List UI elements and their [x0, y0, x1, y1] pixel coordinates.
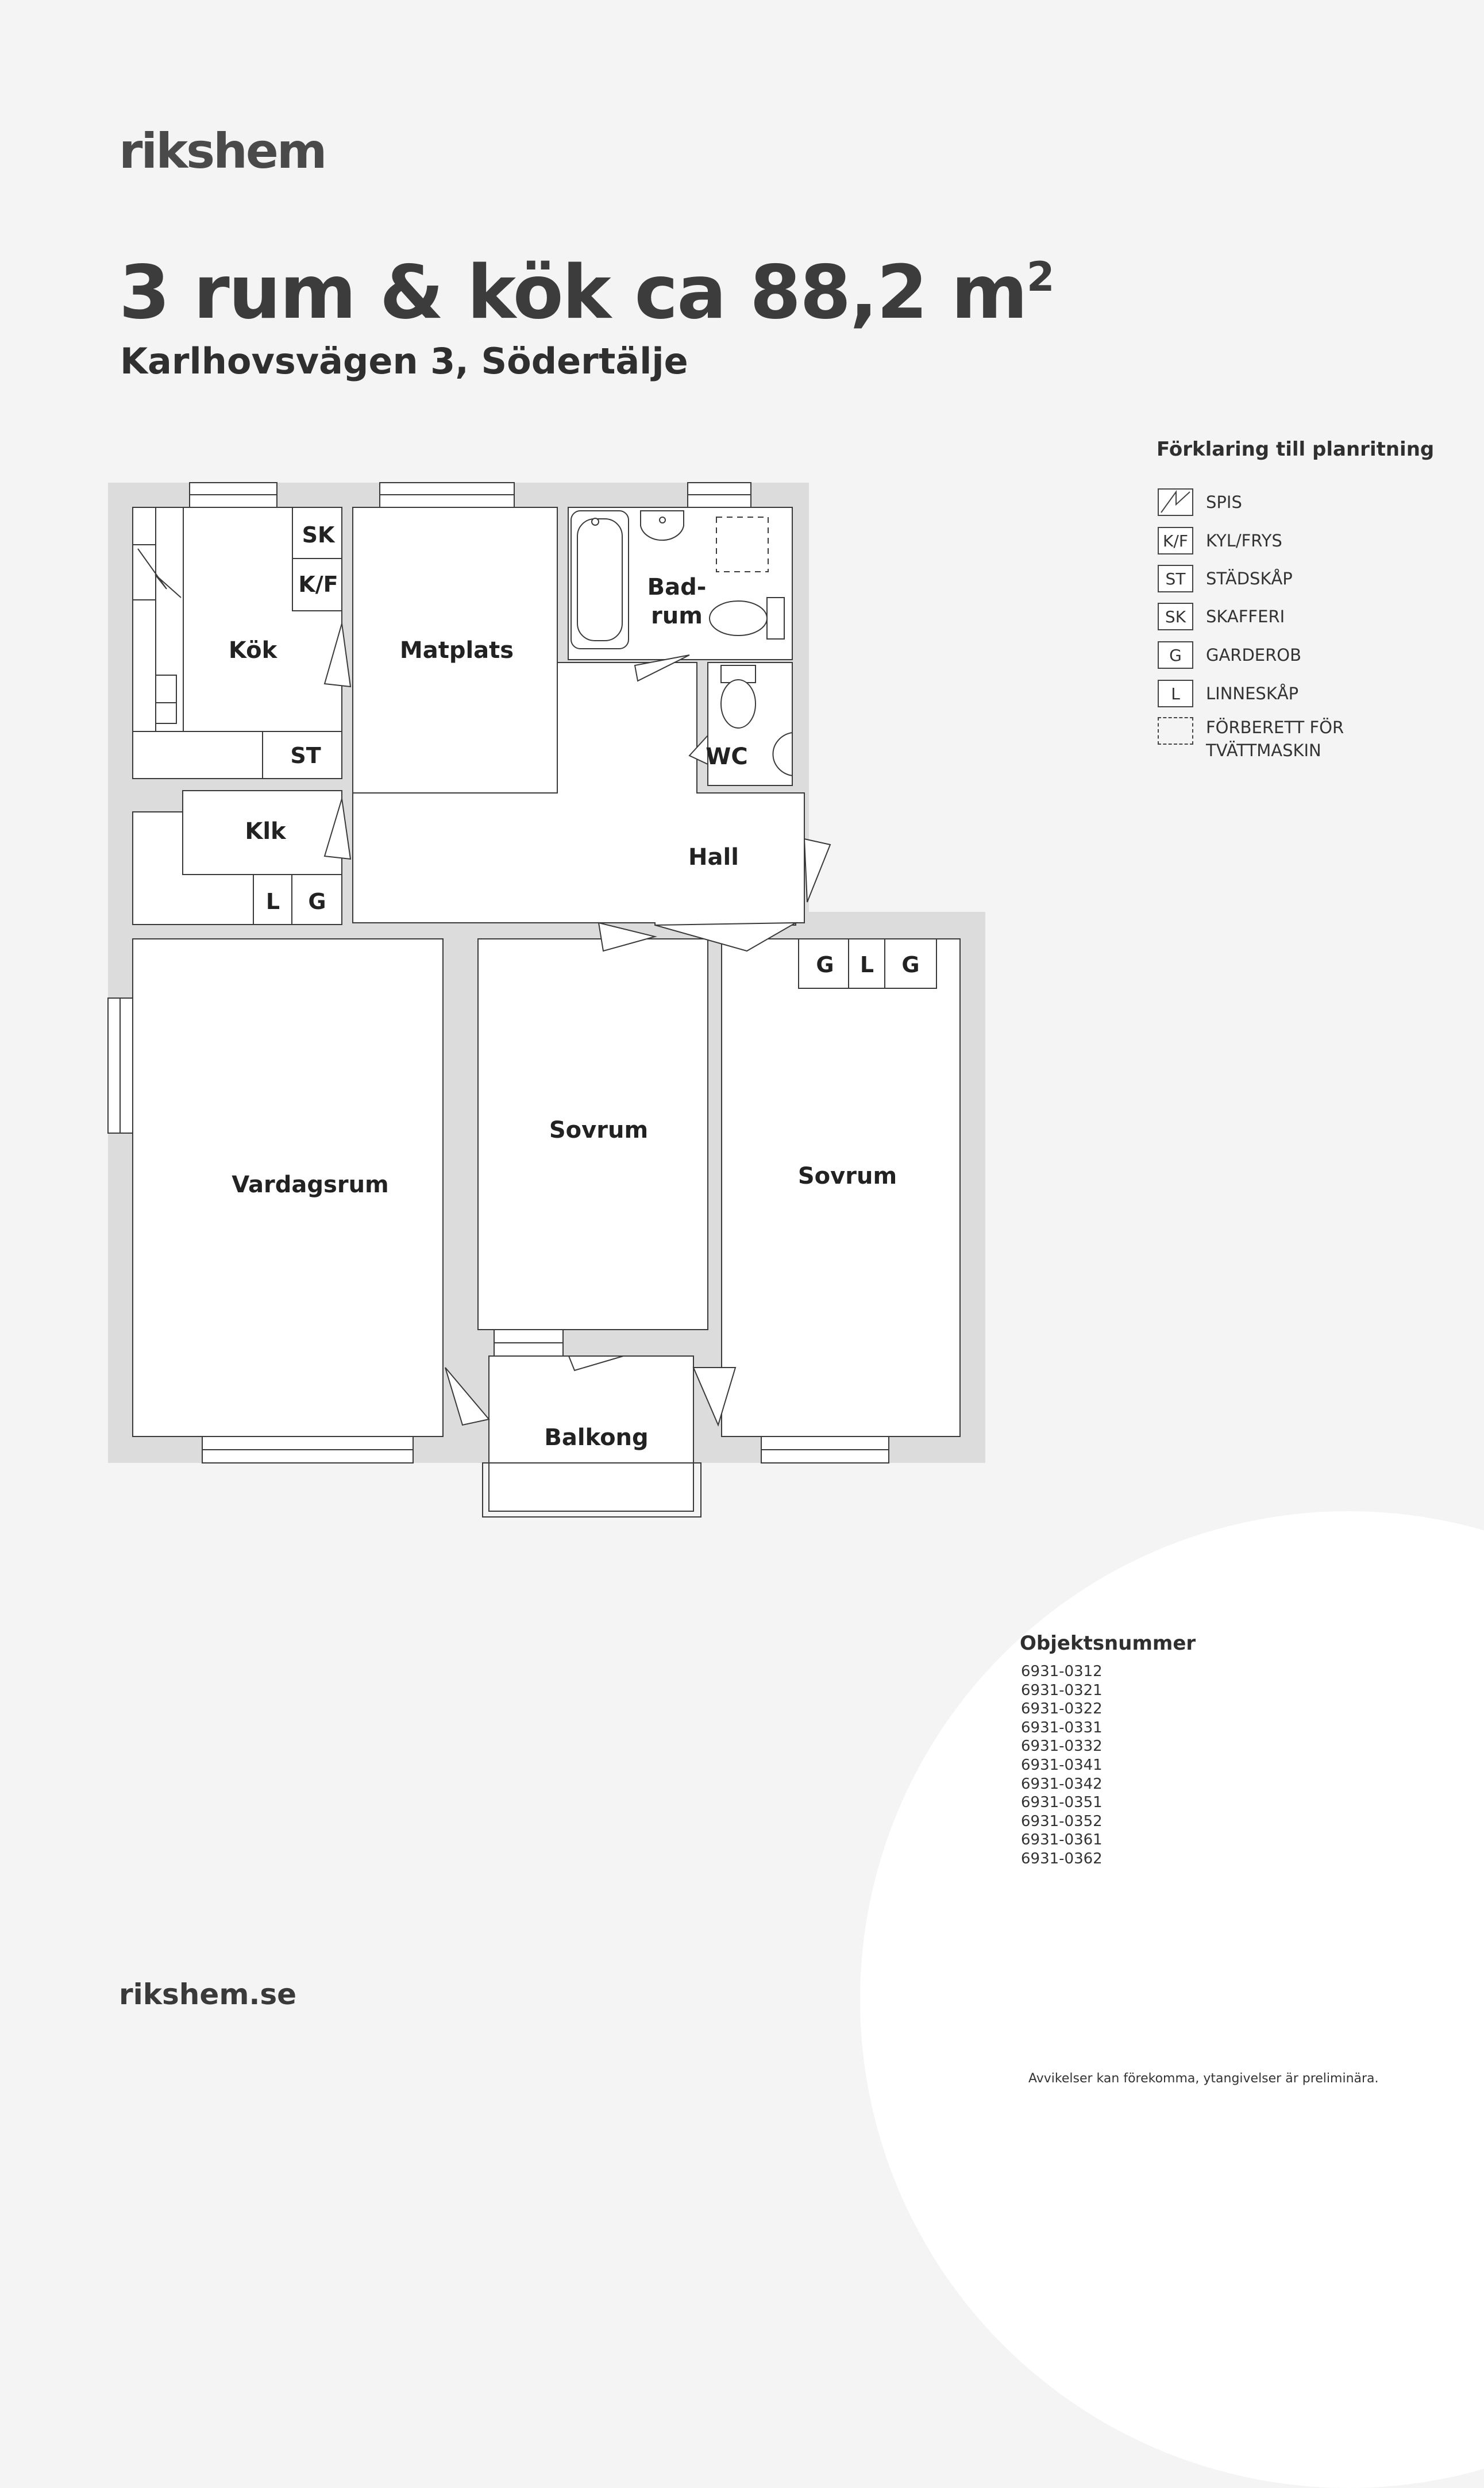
object-number: 6931-0332 [1021, 1738, 1103, 1755]
toilet-icon [721, 680, 756, 728]
fixture-label-wardrobe-l: L [859, 952, 874, 977]
object-number: 6931-0351 [1021, 1794, 1103, 1812]
room-label-bathroom-2: rum [651, 603, 703, 629]
object-number: 6931-0342 [1021, 1775, 1103, 1793]
legend-code: G [1158, 641, 1193, 669]
object-number: 6931-0352 [1021, 1812, 1103, 1830]
room-label-kitchen: Kök [228, 637, 277, 664]
sink-icon [641, 511, 684, 540]
fixture-label-closet-l: L [265, 889, 280, 914]
fixture-label-kf: K/F [298, 572, 338, 597]
legend-label: SKAFFERI [1206, 607, 1285, 626]
room-label-living-room: Vardagsrum [232, 1172, 389, 1198]
disclaimer: Avvikelser kan förekomma, ytangivelser är preliminära. [1028, 2071, 1379, 2086]
fixture-label-sk: SK [302, 522, 335, 548]
room-label-dining: Matplats [399, 637, 514, 664]
legend-label: KYL/FRYS [1206, 531, 1282, 550]
legend-label: GARDEROB [1206, 645, 1301, 665]
object-number: 6931-0312 [1021, 1663, 1103, 1680]
legend-title: Förklaring till planritning [1157, 438, 1435, 461]
room-label-bedroom-1: Sovrum [549, 1117, 649, 1143]
object-number: 6931-0341 [1021, 1756, 1103, 1774]
legend-label: SPIS [1206, 492, 1242, 512]
object-numbers-list [1021, 1662, 1103, 1869]
room-label-wc: WC [706, 744, 748, 770]
legend-code: ST [1158, 565, 1193, 592]
object-number: 6931-0321 [1021, 1681, 1103, 1699]
legend-label-line1: FÖRBERETT FÖR [1206, 718, 1344, 737]
fixture-label-st: ST [290, 743, 321, 768]
object-number: 6931-0362 [1021, 1850, 1103, 1867]
toilet-icon [710, 601, 767, 636]
title-superscript: 2 [1026, 253, 1054, 301]
title-text: 3 rum & kök ca 88,2 m [119, 250, 1027, 336]
fixture-label-closet-g: G [308, 889, 326, 914]
legend-label: LINNESKÅP [1206, 684, 1299, 703]
object-numbers-title: Objektsnummer [1020, 1632, 1196, 1655]
address: Karlhovsvägen 3, Södertälje [120, 340, 688, 382]
legend-label-line2: TVÄTTMASKIN [1206, 741, 1321, 760]
toilet-tank [767, 598, 784, 639]
legend-label: STÄDSKÅP [1206, 569, 1293, 588]
object-number: 6931-0322 [1021, 1700, 1103, 1718]
fixture-label-wardrobe-g2: G [901, 952, 920, 977]
room-label-bedroom-2: Sovrum [797, 1163, 897, 1189]
room-label-balcony: Balkong [544, 1424, 649, 1451]
object-number: 6931-0331 [1021, 1719, 1103, 1736]
room-label-closet: Klk [245, 818, 286, 845]
brand-logo: rikshem [119, 123, 326, 179]
legend-code: L [1158, 680, 1193, 707]
fixture-label-wardrobe-g1: G [816, 952, 834, 977]
room-label-hall: Hall [688, 844, 739, 871]
legend-code: SK [1158, 603, 1193, 630]
room-label-bathroom-1: Bad- [647, 574, 707, 600]
legend-code: K/F [1158, 527, 1193, 554]
object-number: 6931-0361 [1021, 1831, 1103, 1849]
footer-url[interactable]: rikshem.se [119, 1978, 297, 2011]
